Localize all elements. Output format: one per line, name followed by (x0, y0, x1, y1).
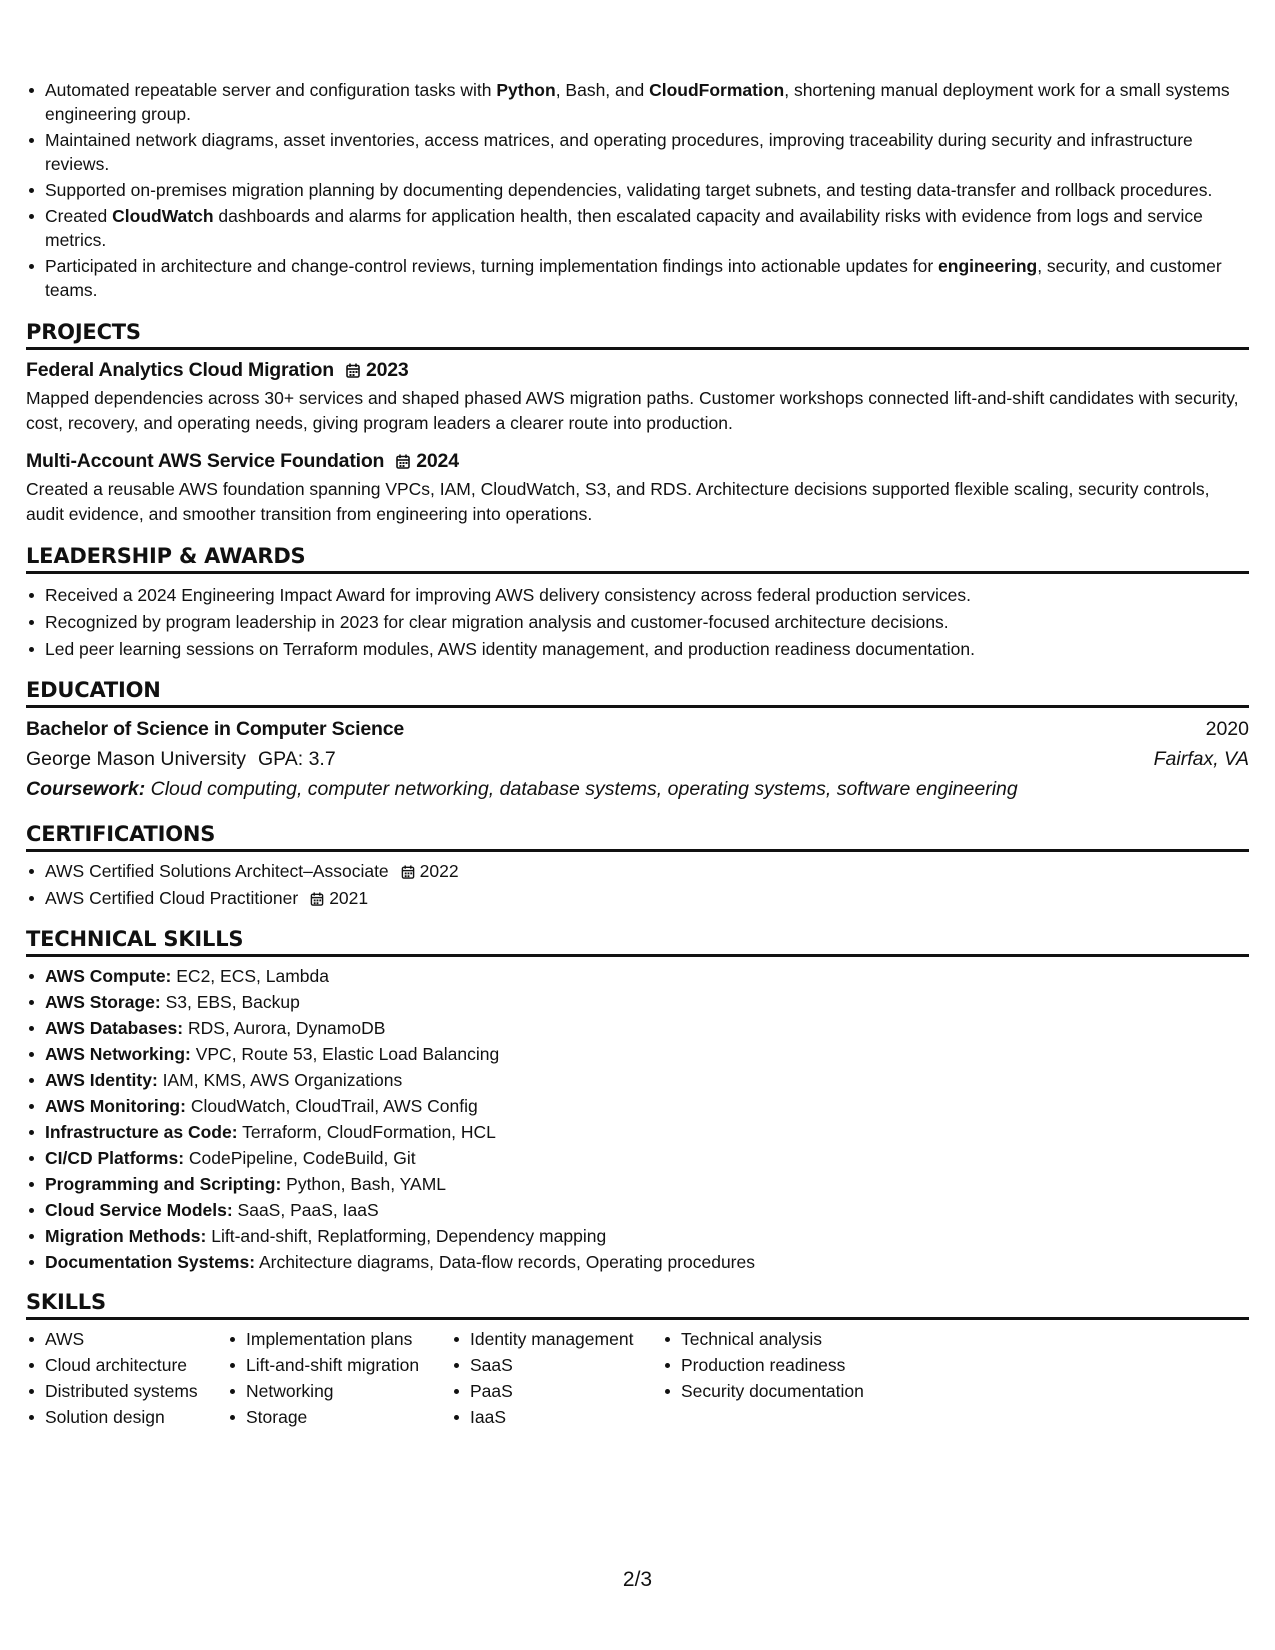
skill-values: RDS, Aurora, DynamoDB (183, 1018, 386, 1038)
calendar-icon (346, 363, 360, 378)
list-item: Led peer learning sessions on Terraform modules, AWS identity management, and production readiness documentation. (26, 637, 1249, 661)
school-location: Fairfax, VA (1153, 748, 1249, 770)
skill-values: Python, Bash, YAML (281, 1174, 447, 1194)
technical-skill-item (26, 964, 1249, 988)
certifications-list (26, 859, 1249, 910)
degree: Bachelor of Science in Computer Science (26, 718, 404, 740)
calendar-icon (396, 454, 410, 469)
skill-category: AWS Databases: (45, 1018, 184, 1038)
skill-category: AWS Compute: (45, 966, 172, 986)
skill-item: Implementation plans (227, 1327, 451, 1351)
experience-bullet: Automated repeatable server and configuration tasks with Python, Bash, and CloudFormation, shortening manual deployment work for a small systems engineering group. (26, 78, 1249, 126)
technical-skill-item (26, 1172, 1249, 1196)
certification-year: 2022 (419, 861, 459, 881)
leadership-section (26, 543, 1249, 661)
skill-values: EC2, ECS, Lambda (171, 966, 329, 986)
education-section (26, 677, 1249, 804)
skill-category: CI/CD Platforms: (45, 1148, 185, 1168)
school-name: George Mason University (26, 748, 247, 770)
skill-category: Documentation Systems: (45, 1252, 256, 1272)
gpa: GPA: 3.7 (258, 748, 336, 770)
technical-skill-item (26, 1120, 1249, 1144)
skill-item: Networking (227, 1379, 451, 1403)
technical-skills-section (26, 926, 1249, 1274)
calendar-icon (401, 865, 415, 879)
graduation-year: 2020 (1205, 718, 1249, 740)
technical-skill-item (26, 1094, 1249, 1118)
list-item (26, 859, 1249, 883)
skills-column (451, 1327, 662, 1431)
experience-bullet: Participated in architecture and change-control reviews, turning implementation findings into actionable updates for engineering, security, and customer teams. (26, 254, 1249, 302)
certifications-section (26, 821, 1249, 910)
skill-values: CodePipeline, CodeBuild, Git (184, 1148, 416, 1168)
technical-skill-item (26, 1068, 1249, 1092)
leadership-list (26, 583, 1249, 661)
certification-year: 2021 (329, 888, 369, 908)
skill-item: SaaS (451, 1353, 662, 1377)
technical-skill-item (26, 1250, 1249, 1274)
skills-section (26, 1289, 1249, 1431)
skill-category: Infrastructure as Code: (45, 1122, 238, 1142)
technical-skill-item (26, 990, 1249, 1014)
project-description: Created a reusable AWS foundation spanning VPCs, IAM, CloudWatch, S3, and RDS. Architecture decisions supported flexible scaling, security controls, audit evidence, and smoother transition from engineering into operations. (26, 479, 1210, 524)
skill-category: AWS Storage: (45, 992, 161, 1012)
skill-values: IAM, KMS, AWS Organizations (157, 1070, 403, 1090)
project-name: Multi-Account AWS Service Foundation (26, 450, 385, 472)
skills-column (662, 1327, 882, 1431)
experience-bullets (26, 78, 1249, 302)
skills-column (227, 1327, 451, 1431)
skill-item: Distributed systems (26, 1379, 227, 1403)
skill-category: Migration Methods: (45, 1226, 207, 1246)
skill-values: S3, EBS, Backup (160, 992, 300, 1012)
project-year: 2024 (416, 450, 459, 472)
certification-name: AWS Certified Cloud Practitioner (45, 888, 299, 908)
technical-skill-item (26, 1146, 1249, 1170)
skill-category: Cloud Service Models: (45, 1200, 233, 1220)
certification-name: AWS Certified Solutions Architect–Associate (45, 861, 389, 881)
skill-category: AWS Networking: (45, 1044, 191, 1064)
skill-category: AWS Identity: (45, 1070, 158, 1090)
technical-skills-list (26, 964, 1249, 1274)
skill-item: Lift-and-shift migration (227, 1353, 451, 1377)
skill-item: IaaS (451, 1405, 662, 1429)
section-title-technical-skills: TECHNICAL SKILLS (26, 926, 1249, 957)
technical-skill-item (26, 1198, 1249, 1222)
skill-values: SaaS, PaaS, IaaS (232, 1200, 379, 1220)
skills-column (26, 1327, 227, 1431)
experience-bullet: Maintained network diagrams, asset inventories, access matrices, and operating procedures, improving traceability during security and infrastructure reviews. (26, 128, 1249, 176)
list-item: Recognized by program leadership in 2023 for clear migration analysis and customer-focused architecture decisions. (26, 610, 1249, 634)
skill-category: Programming and Scripting: (45, 1174, 282, 1194)
coursework-label: Coursework: (26, 778, 146, 800)
project-description: Mapped dependencies across 30+ services and shaped phased AWS migration paths. Customer workshops connected lift-and-shift candidates with security, cost, recovery, and operating needs, giving program leaders a clearer route into production. (26, 388, 1239, 433)
section-title-education: EDUCATION (26, 677, 1249, 708)
skill-values: VPC, Route 53, Elastic Load Balancing (190, 1044, 500, 1064)
coursework: Cloud computing, computer networking, database systems, operating systems, software engineering (150, 778, 1018, 800)
resume-page (26, 78, 1249, 1431)
skill-item: Identity management (451, 1327, 662, 1351)
skill-values: Terraform, CloudFormation, HCL (237, 1122, 496, 1142)
skill-item: Production readiness (662, 1353, 882, 1377)
skill-item: PaaS (451, 1379, 662, 1403)
page-number: 2/3 (622, 1568, 653, 1591)
skill-item: Solution design (26, 1405, 227, 1429)
technical-skill-item (26, 1224, 1249, 1248)
list-item (26, 886, 1249, 910)
skill-item: Technical analysis (662, 1327, 882, 1351)
project-name: Federal Analytics Cloud Migration (26, 359, 334, 381)
skill-item: AWS (26, 1327, 227, 1351)
skill-item: Storage (227, 1405, 451, 1429)
technical-skill-item (26, 1016, 1249, 1040)
list-item: Received a 2024 Engineering Impact Award for improving AWS delivery consistency across federal production services. (26, 583, 1249, 607)
skill-item: Security documentation (662, 1379, 882, 1403)
skill-values: Lift-and-shift, Replatforming, Dependency mapping (206, 1226, 607, 1246)
section-title-leadership: LEADERSHIP & AWARDS (26, 543, 1249, 574)
technical-skill-item (26, 1042, 1249, 1066)
skill-values: Architecture diagrams, Data-flow records, Operating procedures (255, 1252, 755, 1272)
section-title-skills: SKILLS (26, 1289, 1249, 1320)
project-item (26, 448, 1249, 527)
experience-bullet: Supported on-premises migration planning by documenting dependencies, validating target subnets, and testing data-transfer and rollback procedures. (26, 178, 1249, 202)
projects-section (26, 319, 1249, 527)
section-title-projects: PROJECTS (26, 319, 1249, 350)
skill-values: CloudWatch, CloudTrail, AWS Config (185, 1096, 478, 1116)
skill-category: AWS Monitoring: (45, 1096, 186, 1116)
project-year: 2023 (365, 359, 409, 381)
skill-item: Cloud architecture (26, 1353, 227, 1377)
section-title-certifications: CERTIFICATIONS (26, 821, 1249, 852)
calendar-icon (310, 892, 324, 906)
project-item (26, 357, 1249, 436)
experience-bullet: Created CloudWatch dashboards and alarms for application health, then escalated capacity and availability risks with evidence from logs and service metrics. (26, 204, 1249, 252)
skills-grid (26, 1327, 1249, 1431)
